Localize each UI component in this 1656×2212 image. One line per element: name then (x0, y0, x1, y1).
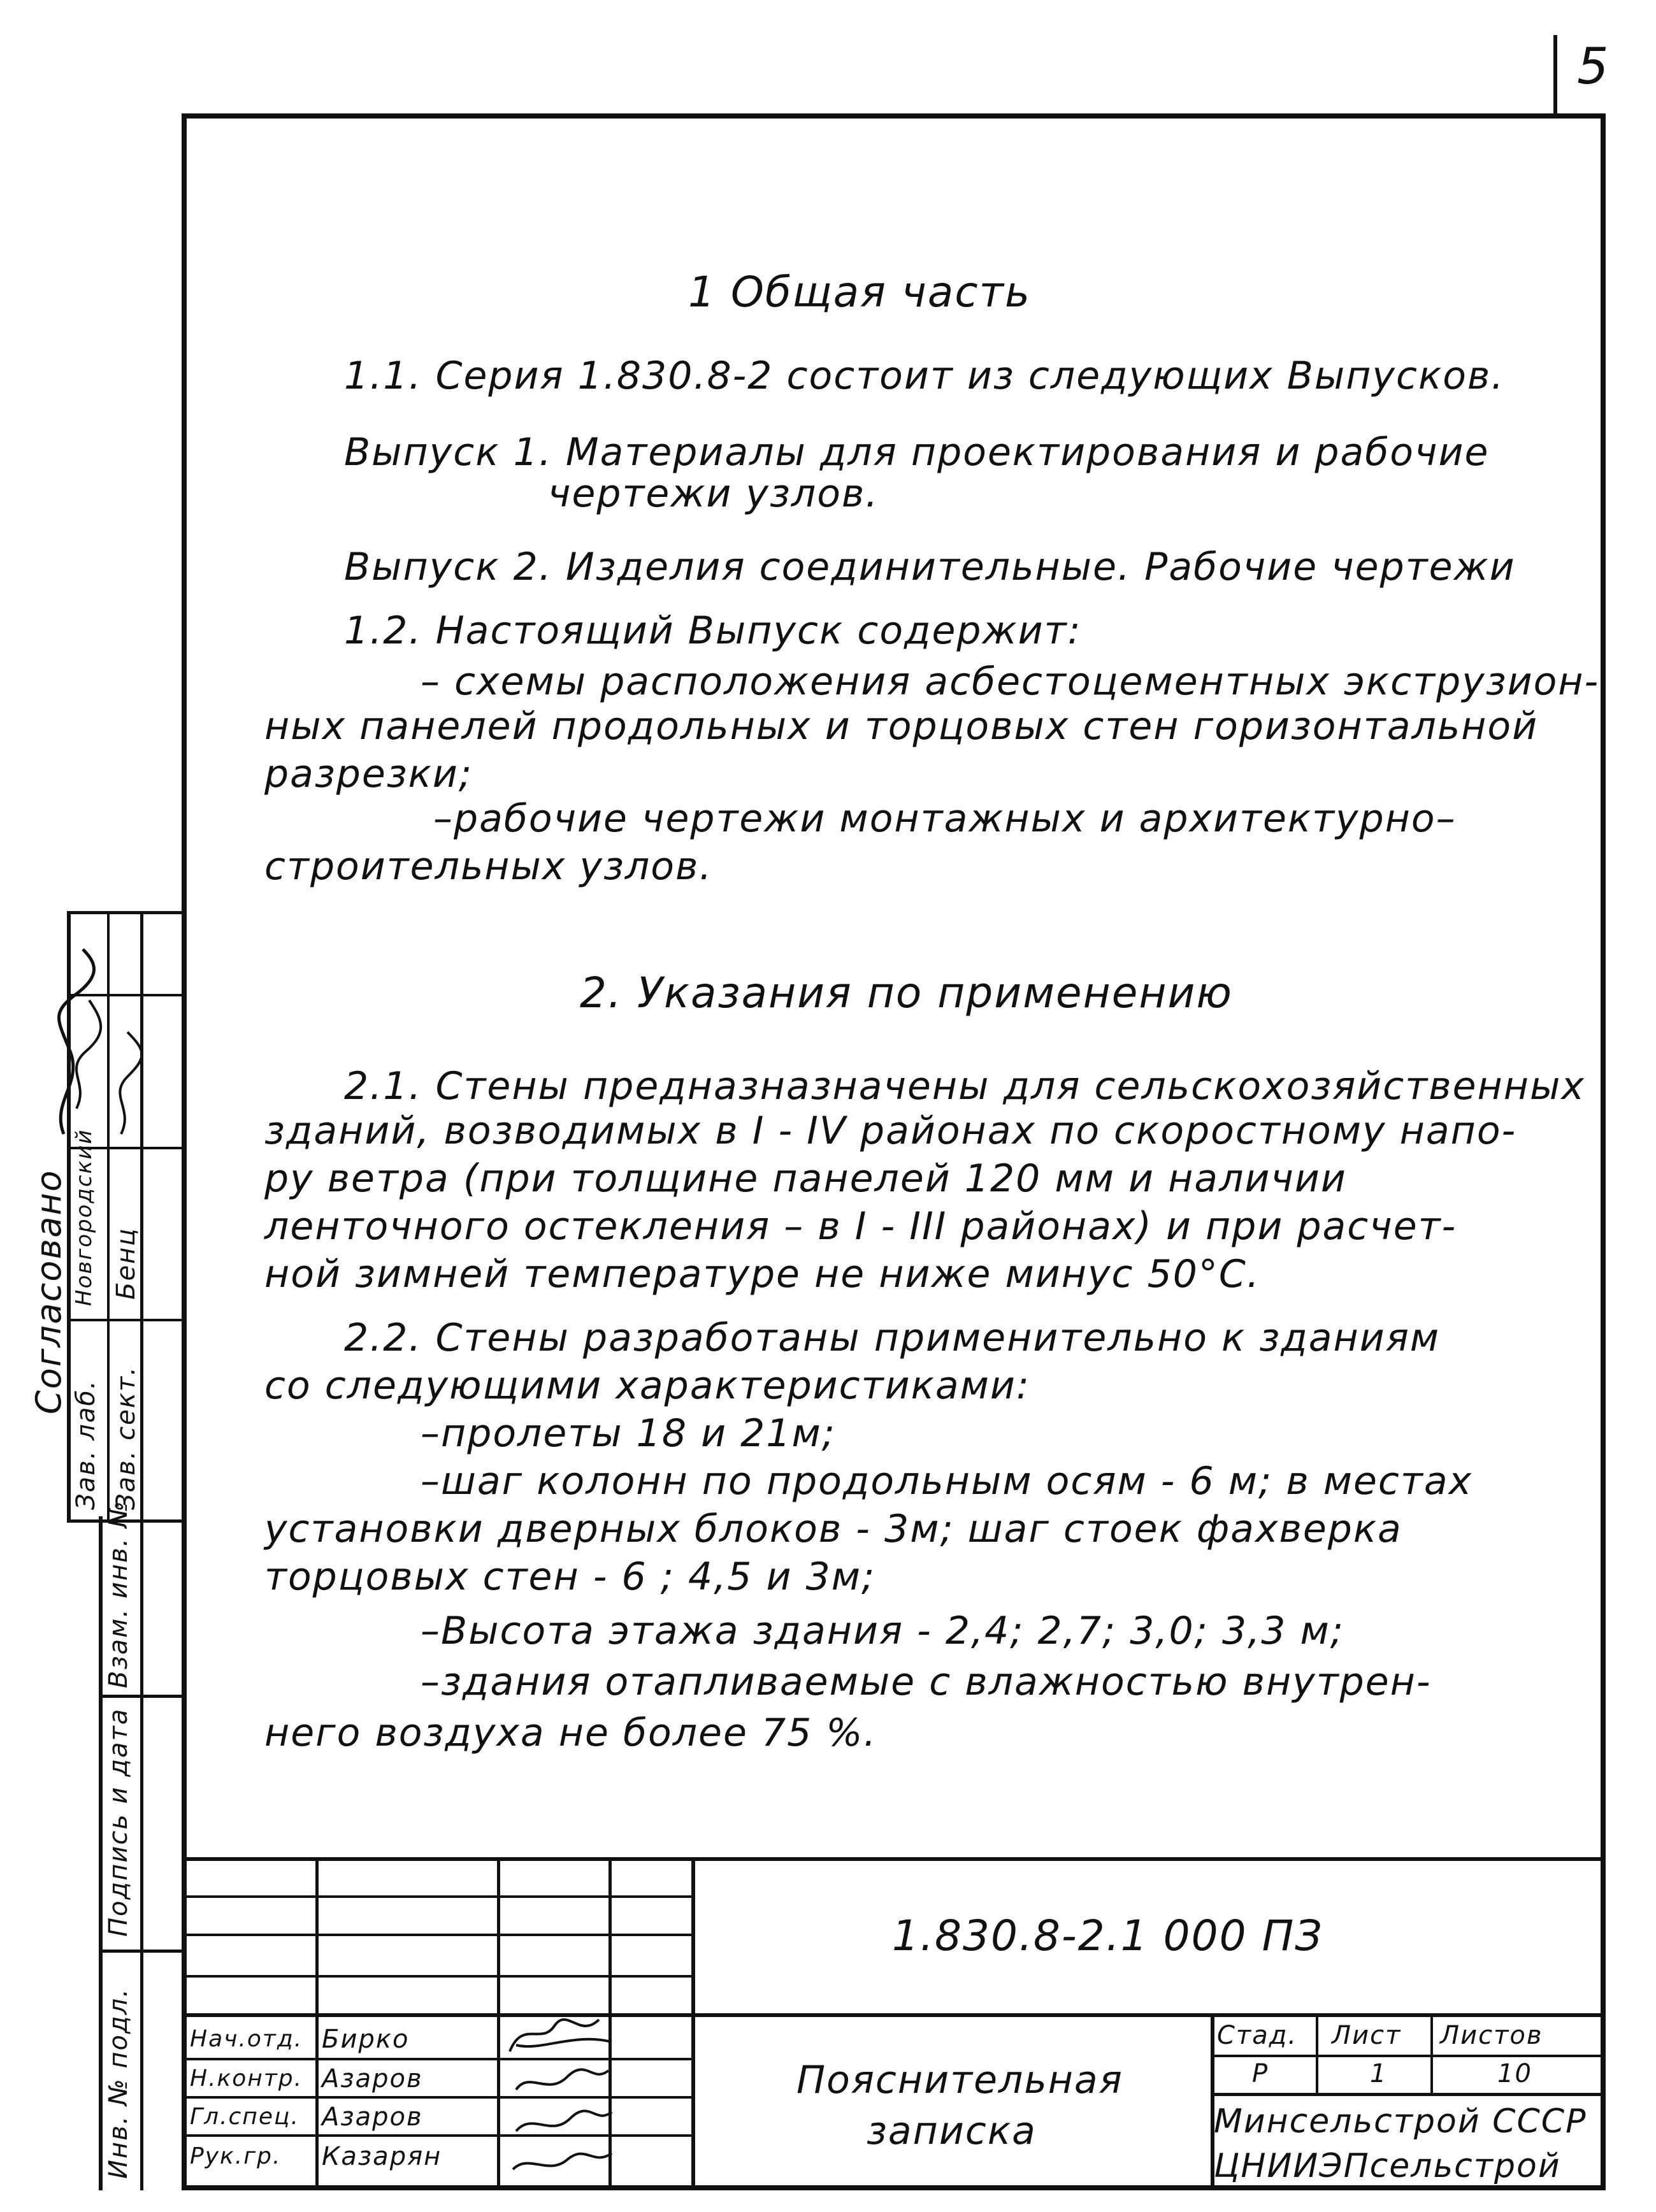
tb-top (182, 1857, 1606, 1861)
tb-col-2 (497, 1857, 500, 2188)
zav-lab-label: Зав. лаб. (71, 1379, 101, 1510)
paragraph-2-2-line3: –пролеты 18 и 21м; (421, 1411, 836, 1456)
section1-title: 1 Общая часть (688, 268, 1031, 317)
tb-stage-col2 (1430, 2013, 1433, 2096)
tb-row-4 (182, 2013, 1606, 2017)
sheets-value: 10 (1497, 2059, 1532, 2088)
tb-stage-row2 (1211, 2093, 1606, 2096)
frame-bottom (182, 2185, 1606, 2190)
margin-row-podpis (99, 1950, 185, 1953)
document-title-line1: Пояснительная (796, 2058, 1123, 2102)
sheets-label: Листов (1440, 2021, 1543, 2050)
margin-row-vzam (99, 1695, 185, 1698)
tb-stage-col1 (1316, 2013, 1318, 2096)
paragraph-1-2-line3: разрезки; (264, 752, 473, 796)
section2-title: 2. Указания по применению (580, 968, 1233, 1017)
signer-name: Азаров (322, 2064, 423, 2094)
paragraph-2-1-line3: ру ветра (при толщине панелей 120 мм и наличии (264, 1156, 1347, 1201)
frame-left (182, 113, 187, 2190)
page-number: 5 (1577, 38, 1610, 96)
inv-podl-label: Инв. № подл. (104, 1988, 133, 2179)
margin-agree-row3 (67, 1319, 185, 1321)
paragraph-1-2-line5: строительных узлов. (264, 844, 713, 889)
vzam-inv-label: Взам. инв. № (104, 1500, 133, 1688)
stage-label: Стад. (1217, 2021, 1298, 2050)
paragraph-1-2: 1.2. Настоящий Выпуск содержит: (344, 608, 1082, 653)
signer-role: Рук.гр. (190, 2143, 282, 2169)
approval-signatures (25, 943, 153, 1147)
signer-signatures (503, 2007, 618, 2185)
paragraph-2-2-line7: –Высота этажа здания - 2,4; 2,7; 3,0; 3,3 м; (421, 1609, 1344, 1653)
zav-sekt-name: Бенц (112, 1227, 141, 1300)
sheet-value: 1 (1370, 2059, 1388, 2088)
paragraph-2-2-line2: со следующими характеристиками: (264, 1363, 1031, 1408)
margin-agree-top (67, 911, 185, 914)
issue-2: Выпуск 2. Изделия соединительные. Рабочие чертежи (344, 545, 1516, 589)
document-title-line2: записка (867, 2109, 1037, 2153)
stage-value: Р (1252, 2059, 1269, 2088)
document-designation: 1.830.8-2.1 000 ПЗ (892, 1911, 1323, 1960)
paragraph-2-1-line1: 2.1. Стены предназназначены для сельскохозяйственных (344, 1064, 1585, 1109)
paragraph-2-1-line4: ленточного остекления – в I - III районах) и при расчет- (264, 1204, 1457, 1249)
paragraph-2-2-line8: –здания отапливаемые с влажностью внутрен- (421, 1660, 1432, 1704)
paragraph-1-2-line2: ных панелей продольных и торцовых стен горизонтальной (264, 704, 1539, 749)
organization-line1: Минсельстрой СССР (1214, 2102, 1587, 2141)
zav-lab-name: Новгородский (71, 1128, 97, 1306)
signer-name: Азаров (322, 2102, 423, 2132)
paragraph-1-2-line1: – схемы расположения асбестоцементных экструзион- (421, 659, 1600, 704)
zav-sekt-label: Зав. сект. (112, 1366, 141, 1510)
page-number-box-left (1553, 35, 1557, 115)
tb-row-1 (182, 1895, 695, 1898)
paragraph-2-2-line6: торцовых стен - 6 ; 4,5 и 3м; (264, 1555, 876, 1599)
podpis-data-label: Подпись и дата (104, 1707, 133, 1937)
signer-role: Гл.спец. (190, 2104, 299, 2130)
paragraph-1-2-line4: –рабочие чертежи монтажных и архитектурно– (433, 796, 1457, 841)
organization-line2: ЦНИИЭПсельстрой (1214, 2147, 1561, 2185)
margin-strip-left (99, 1516, 103, 2190)
tb-stage-row1 (1211, 2055, 1606, 2057)
frame-right (1601, 113, 1606, 2190)
tb-row-2 (182, 1934, 695, 1936)
paragraph-2-1-line2: зданий, возводимых в I - IV районах по скоростному напо- (264, 1109, 1517, 1153)
paragraph-1-1: 1.1. Серия 1.830.8-2 состоит из следующих Выпусков. (344, 354, 1505, 398)
issue-1-line2: чертежи узлов. (548, 471, 879, 516)
tb-col-1 (315, 1857, 319, 2188)
frame-top (182, 113, 1606, 118)
paragraph-2-2-line1: 2.2. Стены разработаны применительно к зданиям (344, 1316, 1441, 1360)
signer-role: Н.контр. (190, 2065, 303, 2092)
paragraph-2-2-line4: –шаг колонн по продольным осям - 6 м; в местах (421, 1459, 1473, 1504)
paragraph-2-2-line9: него воздуха не более 75 %. (264, 1711, 877, 1755)
issue-1-line1: Выпуск 1. Материалы для проектирования и рабочие (344, 430, 1490, 475)
soglasovano-label: Согласовано (29, 1169, 69, 1414)
signer-name: Бирко (322, 2025, 410, 2054)
tb-row-3 (182, 1975, 695, 1978)
signer-name: Казарян (322, 2142, 442, 2171)
paragraph-2-1-line5: ной зимней температуре не ниже минус 50°С. (264, 1252, 1260, 1296)
paragraph-2-2-line5: установки дверных блоков - 3м; шаг стоек фахверка (264, 1507, 1402, 1551)
signer-role: Нач.отд. (190, 2026, 303, 2052)
sheet-label: Лист (1332, 2021, 1402, 2050)
tb-col-4 (691, 1857, 695, 2188)
